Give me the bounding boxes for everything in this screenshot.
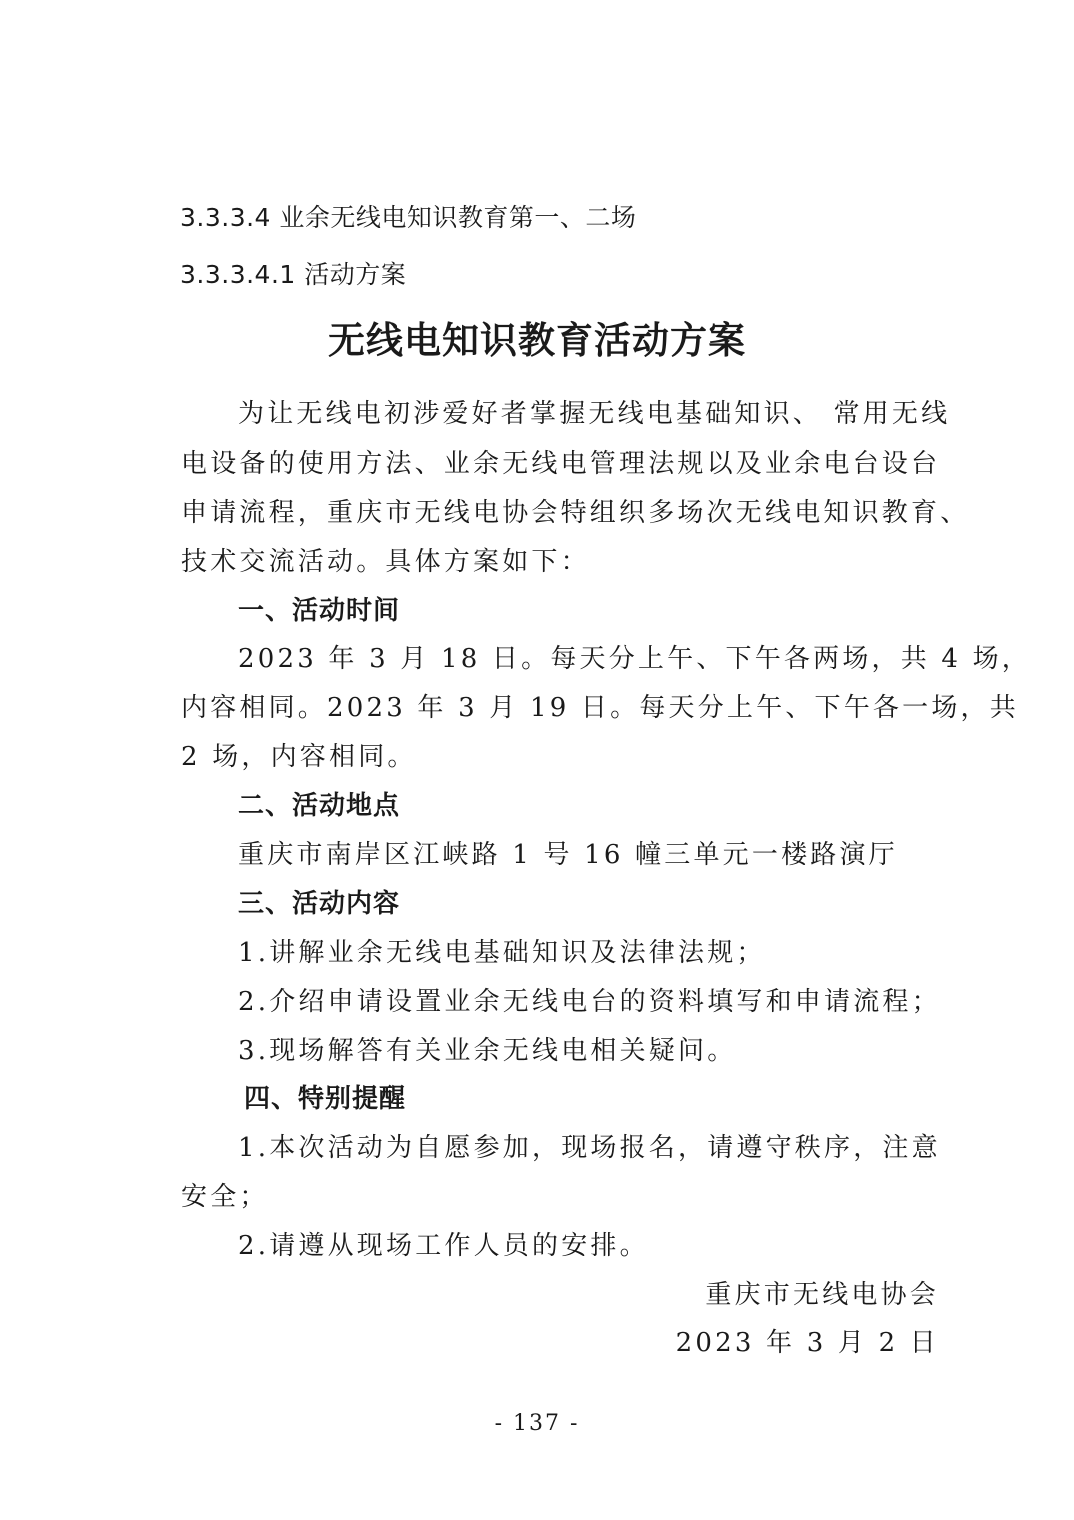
reminder-line-2: 安全； xyxy=(181,1182,269,1212)
intro-line-1: 为让无线电初涉爱好者掌握无线电基础知识、 常用无线 xyxy=(238,399,951,429)
content-line-1: 1.讲解业余无线电基础知识及法律法规； xyxy=(238,938,766,968)
intro-line-2: 电设备的使用方法、业余无线电管理法规以及业余电台设台 xyxy=(181,449,941,479)
intro-line-4: 技术交流活动。具体方案如下： xyxy=(181,547,590,577)
section-heading-location: 二、活动地点 xyxy=(238,791,401,821)
content-line-2: 2.介绍申请设置业余无线电台的资料填写和申请流程； xyxy=(238,987,941,1017)
signature-date: 2023 年 3 月 2 日 xyxy=(675,1328,939,1358)
signature-organization: 重庆市无线电协会 xyxy=(705,1280,939,1310)
section-number-main: 3.3.3.4 业余无线电知识教育第一、二场 xyxy=(180,203,637,232)
time-line-1: 2023 年 3 月 18 日。每天分上午、下午各两场，共 4 场， xyxy=(238,644,1031,674)
document-title: 无线电知识教育活动方案 xyxy=(328,318,746,362)
time-line-3: 2 场，内容相同。 xyxy=(181,742,417,772)
section-heading-content: 三、活动内容 xyxy=(238,889,401,919)
location-line-1: 重庆市南岸区江峡路 1 号 16 幢三单元一楼路演厅 xyxy=(238,840,898,870)
time-line-2: 内容相同。2023 年 3 月 19 日。每天分上午、下午各一场，共 xyxy=(181,693,1019,723)
page-number: - 137 - xyxy=(494,1411,580,1436)
intro-line-3: 申请流程，重庆市无线电协会特组织多场次无线电知识教育、 xyxy=(181,498,970,528)
section-number-sub: 3.3.3.4.1 活动方案 xyxy=(180,260,407,289)
section-heading-reminder: 四、特别提醒 xyxy=(244,1084,407,1114)
section-heading-time: 一、活动时间 xyxy=(238,596,401,626)
reminder-line-3: 2.请遵从现场工作人员的安排。 xyxy=(238,1231,649,1261)
content-line-3: 3.现场解答有关业余无线电相关疑问。 xyxy=(238,1036,737,1066)
reminder-line-1: 1.本次活动为自愿参加，现场报名，请遵守秩序，注意 xyxy=(238,1133,941,1163)
